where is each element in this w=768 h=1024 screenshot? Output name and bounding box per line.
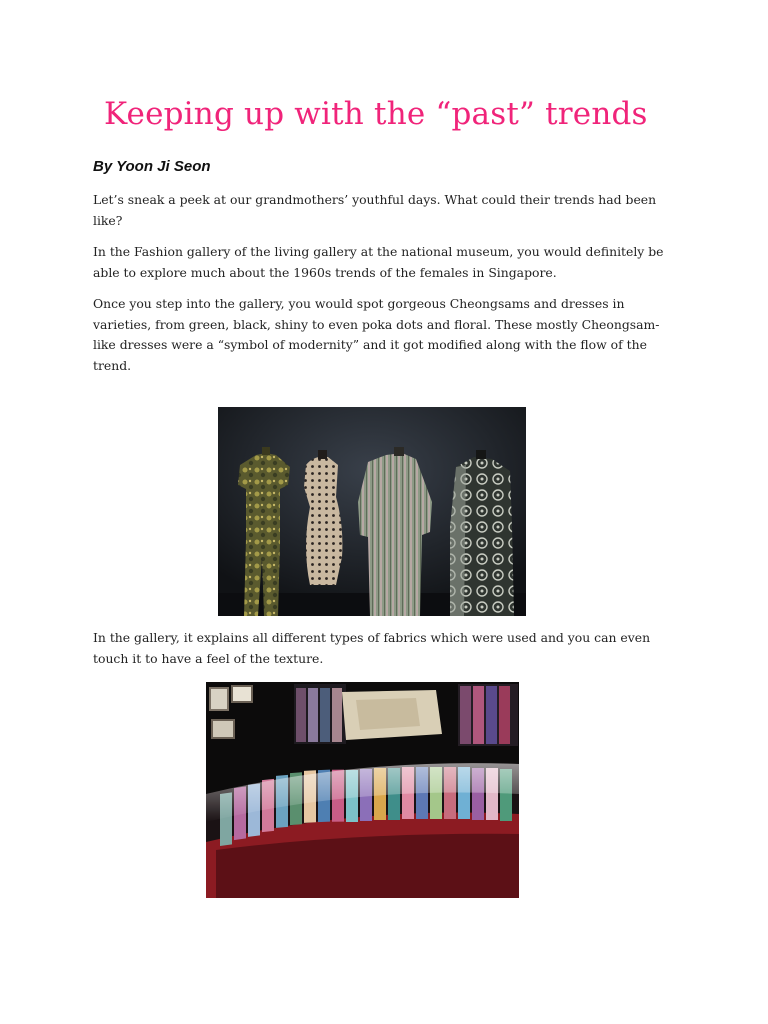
- fabrics-illustration: [206, 682, 519, 898]
- paragraph-gallery: In the Fashion gallery of the living gallery at the national museum, you would definitely be able to explore much about the 1960s trends of the females in Singapore.: [93, 244, 664, 280]
- photo-cheongsam-dresses: [218, 407, 526, 616]
- article-byline: By Yoon Ji Seon: [93, 158, 211, 175]
- paragraph-fabrics: In the gallery, it explains all different types of fabrics which were used and you can even touch it to have a feel of the texture.: [93, 630, 651, 666]
- article-title: Keeping up with the “past” trends: [104, 96, 648, 132]
- paragraph-intro: Let’s sneak a peek at our grandmothers’ youthful days. What could their trends had been like?: [93, 192, 657, 228]
- paragraph-cheongsams: Once you step into the gallery, you would spot gorgeous Cheongsams and dresses in varieties, from green, black, shiny to even poka dots and floral. These mostly Cheongsam-like dresses were a “symbol of modernity” and it got modified along with the flow of the trend.: [93, 296, 660, 373]
- dresses-illustration: [218, 407, 526, 616]
- photo-fabric-display: [206, 682, 519, 898]
